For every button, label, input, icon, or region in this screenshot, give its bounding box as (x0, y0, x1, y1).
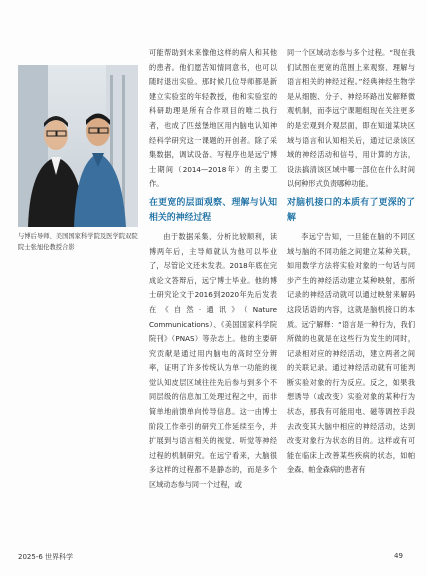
page-number: 49 (394, 552, 403, 560)
text-column-right (287, 46, 415, 478)
photo-illustration (18, 65, 138, 227)
footer-issue: 2025-6 世界科学 (18, 553, 74, 561)
text-column-middle (149, 46, 277, 493)
paragraph: 由于数据采集、分析比较顺利，读博两年后，主导师就认为他可以毕业了，尽管论文还未发表。2018年底在完成论文答辩后，远宁博士毕业。他的博士研究论文于2016到2020年先后发表在《自然·通讯》（Nature Communications）、《美国国家科学院院刊》（PNAS）等杂志上。他的主要研究贡献是通过用内脑电的高时空分辨率，证明了许多传统认为单一功能的视觉认知皮层区域往往先后参与到多个不同层级的信息加工处理过程之中，而非简单地前馈单向传导信息。这一由博士阶段工作牵引的研究工作延续至今，并扩展到与语言相关的视觉、听觉等神经过程的机制研究。在远宁看来，大脑很多这样的过程都不是静态的，而是多个区域动态参与同一个过程，或 (149, 231, 277, 490)
photo-two-scientists (18, 65, 138, 227)
paragraph: 李远宁告知，一旦能在脑的不同区域与脑的不同功能之间建立某种关联，如用数学方法将实验对象的一句话与同步产生的神经活动建立某种映射，那所记录的神经活动就可以通过映射来解码这段话语的内容，这就是脑机接口的本质。远宁解释：“语言是一种行为，我们所做的也就是在这些行为发生的同时，记录相对应的神经活动，建立两者之间的关联记录。通过神经活动就有可能判断实验对象的行为反应。反之，如果我想诱导（或改变）实验对象的某种行为状态，那我有可能用电、磁等调控手段去改变其大脑中相应的神经活动，达到改变对象行为状态的目的。这样或有可能在临床上改善某些疾病的状态，如帕金森、帕金森病的患者有 (287, 231, 415, 475)
paragraph: 可能帮助到未来像他这样的病人和其他的患者。他们愿苦知情同意书，也可以随时退出实验。那时候几位导师都是新建立实验室的年轻教授，他和实验室的科研助理是所有合作项目的唯二执行者，也成了匹兹堡地区用内脑电认知神经科学研究这一课题的开创者。除了采集数据，调试设备、写程序也是远宁博士期间（2014—2018年）的主要工作。 (149, 48, 277, 189)
section-heading: 在更宽的层面观察、理解与认知相关的神经过程 (149, 197, 277, 223)
photo-caption: 与博后导师、美国国家科学院及医学院双院院士张旭伦教授合影 (18, 233, 138, 251)
paragraph: 同一个区域动态参与多个过程。“现在我们试图在更宽的范围上来观察、理解与语言相关的神经过程。”经典神经生物学是从细胞、分子、神经环路出发解释微观机制，而李远宁课题组现在关注更多的是宏观到介观层面，即在知道某块区域与语言和认知相关后，通过记录该区域的神经活动和信号，用计算的方法，设法搞清该区域中哪一部位在什么时间以何种形式负责哪种功能。 (287, 48, 415, 189)
section-heading: 对脑机接口的本质有了更深的了解 (287, 197, 415, 223)
